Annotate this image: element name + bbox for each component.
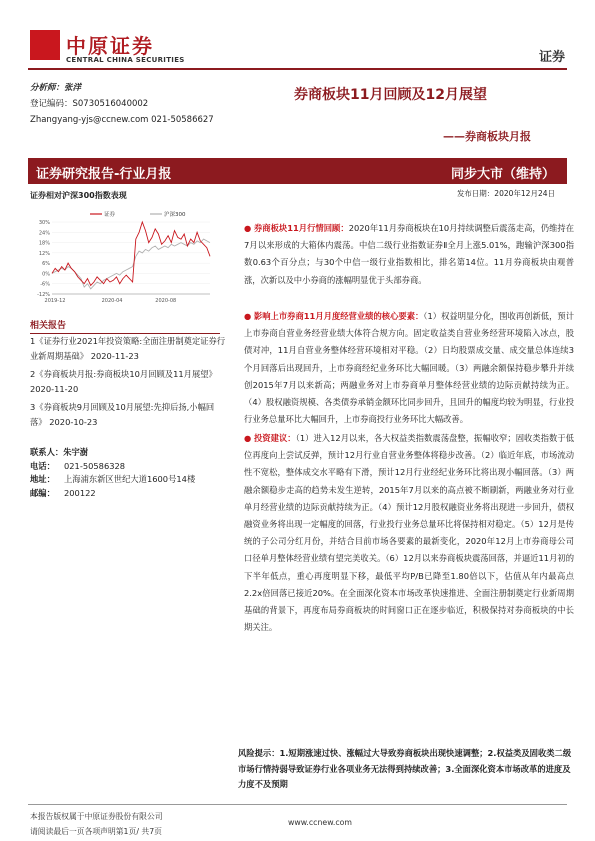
legend-label: 沪深300 bbox=[164, 212, 186, 218]
paragraph-heading: 投资建议： bbox=[253, 433, 296, 443]
x-tick-label: 2019-12 bbox=[44, 298, 66, 304]
y-tick-label: 6% bbox=[42, 261, 50, 268]
related-report-item[interactable]: 3《券商板块9月回顾及10月展望:先抑后扬,小幅回落》 2020-10-23 bbox=[30, 402, 215, 427]
header-divider bbox=[28, 68, 567, 70]
paragraph-heading: 券商板块11月行情回顾： bbox=[253, 223, 349, 233]
series-line bbox=[52, 222, 210, 285]
related-report-item[interactable]: 1《证券行业2021年投资策略:全面注册制奠定证券行业新周期基础》 2020-11-23 bbox=[30, 336, 226, 361]
analyst-contact: Zhangyang-yjs@ccnew.com 021-50586627 bbox=[30, 115, 214, 125]
paragraph-text: 2020年11月券商板块在10月持续调整后震荡走高，仍维持在7月以来形成的大箱体内震荡。中信二级行业指数证券Ⅱ全月上涨5.01%，跑输沪深300指数0.63个百分点；与30个中信一级行业指数相比，排名第14位。11月券商板块由观普涨，次新以及中小券商的涨幅明显优于头部券商。 bbox=[244, 223, 575, 285]
y-tick-label: 30% bbox=[38, 220, 50, 226]
y-tick-label: 24% bbox=[38, 230, 50, 237]
contact-zip: 200122 bbox=[64, 487, 96, 498]
related-reports-title: 相关报告 bbox=[30, 318, 220, 334]
y-tick-label: -12% bbox=[37, 292, 50, 298]
author-block bbox=[30, 80, 214, 128]
contact-person: 联系人：朱宇澍 bbox=[30, 447, 89, 457]
series-line bbox=[52, 239, 210, 289]
report-rating: 同步大市（维持） bbox=[450, 167, 555, 182]
y-tick-label: 0% bbox=[42, 271, 50, 278]
relative-performance-chart bbox=[30, 208, 220, 308]
footer-copyright: 本报告版权属于中原证券股份有限公司 bbox=[30, 812, 163, 821]
y-tick-label: 12% bbox=[38, 250, 50, 257]
brand-name-en: CENTRAL CHINA SECURITIES bbox=[66, 56, 185, 64]
phone-label: 电话： bbox=[30, 460, 55, 471]
footer-url[interactable]: www.ccnew.com bbox=[288, 818, 352, 827]
chart-title: 证券相对沪深300指数表现 bbox=[30, 191, 127, 200]
bullet-icon: ● bbox=[244, 311, 252, 321]
contact-block bbox=[30, 446, 240, 500]
related-reports-list bbox=[30, 334, 230, 433]
paragraph-investment-advice bbox=[244, 430, 574, 636]
risk-warning: 风险提示：1.短期涨速过快、涨幅过大导致券商板块出现快速调整；2.权益类及固收类二级市场行情持弱导致证券行业各项业务无法得到持续改善；3.全面深化资本市场改革的进度及力度不及预期 bbox=[238, 748, 572, 789]
sector-label: 证券 bbox=[538, 50, 565, 65]
publish-date: 发布日期：2020年12月24日 bbox=[456, 189, 555, 198]
footer-page-info: 请阅读最后一页各项声明第1页/ 共7页 bbox=[30, 827, 162, 836]
paragraph-market-review bbox=[244, 220, 574, 289]
x-tick-label: 2020-04 bbox=[101, 298, 123, 304]
analyst-license: 登记编码：S0730516040002 bbox=[30, 99, 149, 109]
x-tick-label: 2020-08 bbox=[155, 298, 177, 304]
paragraph-core-factors bbox=[244, 308, 574, 428]
report-type: 证券研究报告-行业月报 bbox=[36, 167, 172, 182]
paragraph-text: （1）权益明显分化，围收再创新低，预计上市券商自营业务经营业绩大体符合规方向。固定收益类自营业务经营环境陷入冰点，股债对冲，11月自营业务整体经营环境相对平稳。（2）日均股票成交量、成交量总体连续3个月回落后出现回升，上市券商经纪业务环比大幅回暖。（3）两融余额保持稳步攀升并续创2015年7月以来新高；两融业务对上市券商单月整体经营业绩的边际贡献持续为正。（4）股权融资规模、各类债券承销金额环比同步回升，且回升的幅度均较为明显，行业投行业务总量环比大幅回升，上市券商投行业务环比大幅改善。 bbox=[244, 311, 574, 425]
footer-divider bbox=[28, 804, 567, 805]
brand-logo-mark bbox=[30, 30, 60, 60]
related-report-item[interactable]: 2《券商板块月报:券商板块10月回顾及11月展望》 2020-11-20 bbox=[30, 369, 217, 394]
paragraph-heading: 影响上市券商11月月度经营业绩的核心要素： bbox=[253, 311, 424, 321]
bullet-icon: ● bbox=[244, 223, 252, 233]
y-tick-label: -6% bbox=[40, 281, 50, 288]
y-tick-label: 18% bbox=[38, 240, 50, 247]
brand-name: 中原证券 bbox=[66, 34, 154, 58]
legend-label: 证券 bbox=[104, 212, 116, 218]
analyst-name: 分析师：张洋 bbox=[30, 83, 82, 93]
paragraph-text: （1）进入12月以来，各大权益类指数震荡盘整，振幅收窄；固收类指数于低位再度向上尝试反弹，预计12月行业自营业务整体将稳步改善。（2）临近年底，市场流动性不宽松，整体成交水平略有下滑，预计12月行业经纪业务环比将出现小幅回落。（3）两融余额稳步走高的趋势未发生逆转，2015年7月以来的高点被不断刷新，两融业务对行业单月经营业绩的边际贡献持续为正。（4）预计12月股权融资业务将出现进一步回升，债权融资业务将出现一定幅度的回落，行业投行业务总量环比将保持相对稳定。（5）12月是传统的子公司分红月份，并结合目前市场各要素的最新变化，2020年12月上市券商母公司口径单月整体经营业绩有望完美收关。（6）12月以来券商板块震荡回落，并逼近11月初的下半年低点，重心再度明显下移，最低平均P/B已降至1.80倍以下，估值从年内最高点2.2x倍回落已接近20%。在全面深化资本市场改革快速推进、全面注册制奠定行业新周期基础的背景下，再度布局券商板块的时间窗口正在逐步临近，积极保持对券商板块的中长期关注。 bbox=[244, 433, 574, 633]
contact-address: 上海浦东新区世纪大道1600号14楼 bbox=[64, 474, 196, 484]
zip-label: 邮编： bbox=[30, 487, 55, 498]
address-label: 地址： bbox=[30, 474, 55, 484]
bullet-icon: ● bbox=[244, 433, 252, 443]
report-title: 券商板块11月回顾及12月展望 bbox=[294, 87, 487, 103]
contact-phone: 021-50586328 bbox=[64, 460, 126, 471]
report-subtitle: ——券商板块月报 bbox=[443, 130, 531, 143]
